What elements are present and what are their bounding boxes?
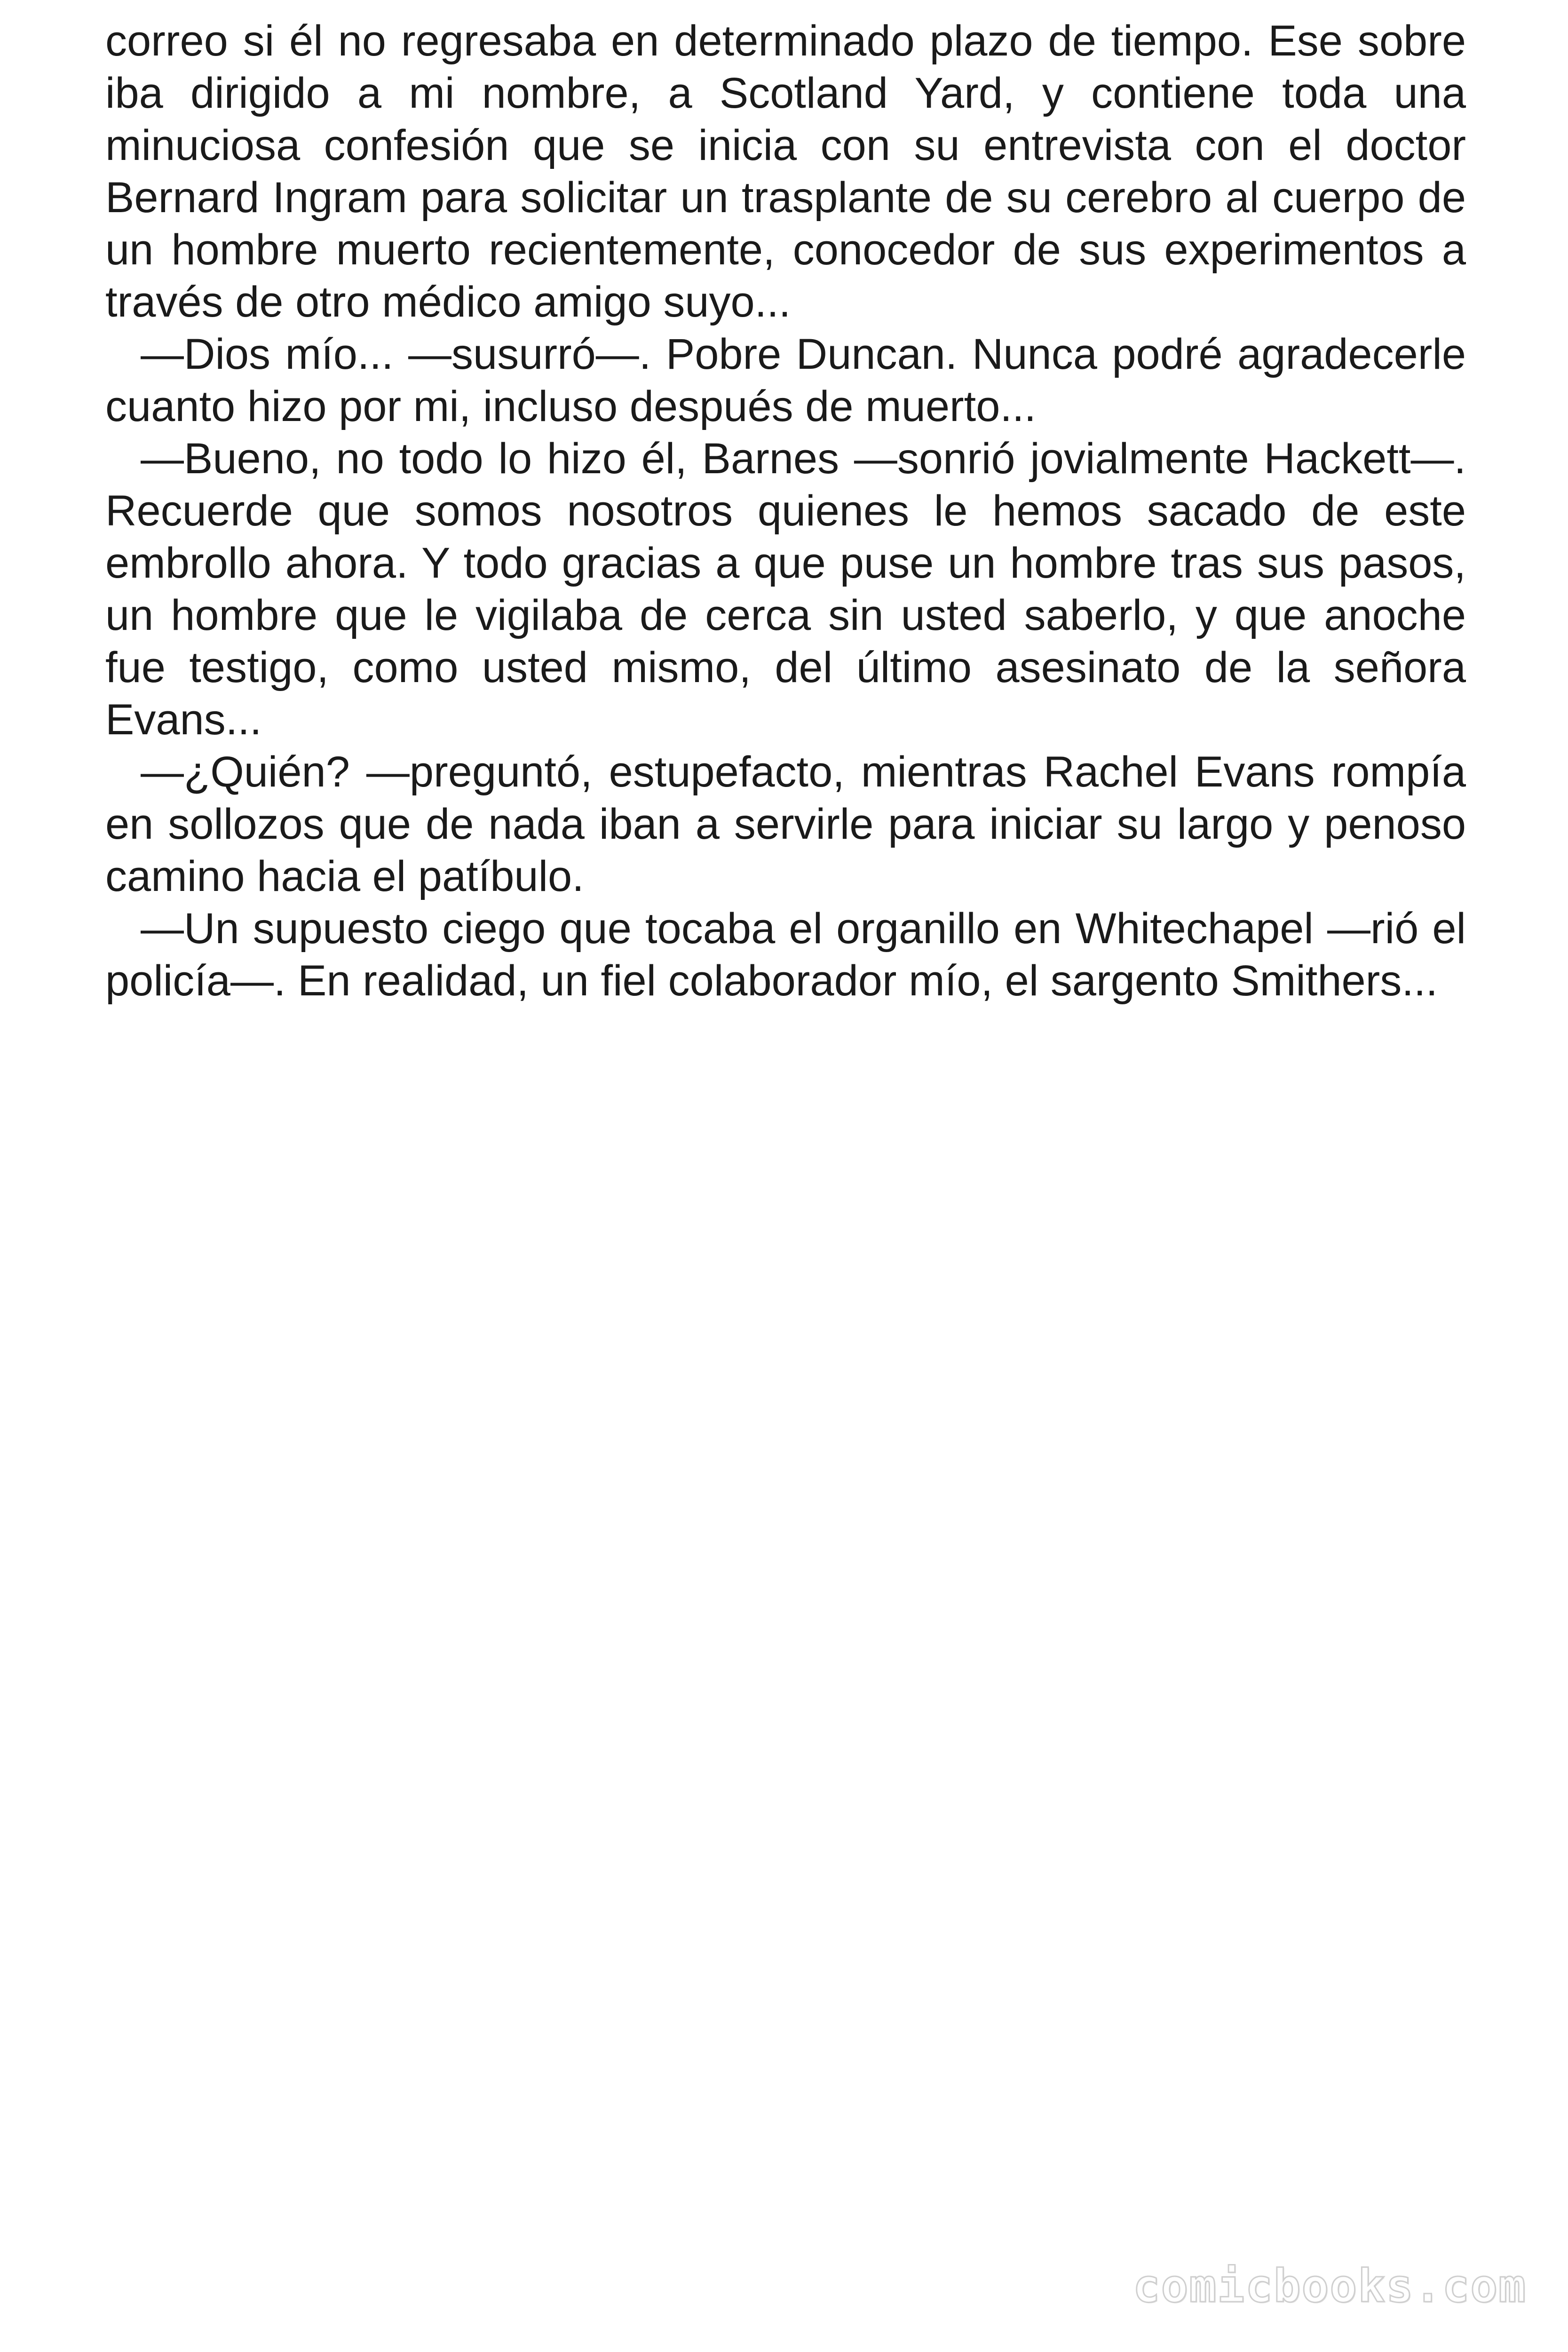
body-text — [105, 15, 1466, 1007]
paragraph-dialogue: —¿Quién? —preguntó, estupefacto, mientras Rachel Evans rompía en sollozos que de nada iban a servirle para iniciar su largo y penoso camino hacia el patíbulo. — [105, 748, 1466, 900]
paragraph-dialogue: —Un supuesto ciego que tocaba el organillo en Whitechapel —rió el policía—. En realidad, un fiel colaborador mío, el sargento Smithers... — [105, 905, 1466, 1005]
paragraph-dialogue: —Dios mío... —susurró—. Pobre Duncan. Nunca podré agradecerle cuanto hizo por mi, incluso después de muerto... — [105, 330, 1466, 430]
watermark-logo: comicbooks.com — [1132, 2260, 1527, 2312]
paragraph-dialogue: —Bueno, no todo lo hizo él, Barnes —sonrió jovialmente Hackett—. Recuerde que somos nosotros quienes le hemos sacado de este embrollo ahora. Y todo gracias a que puse un hombre tras sus pasos, un hombre que le vigilaba de cerca sin usted saberlo, y que anoche fue testigo, como usted mismo, del último asesinato de la señora Evans... — [105, 435, 1466, 744]
paragraph-continuation: correo si él no regresaba en determinado plazo de tiempo. Ese sobre iba dirigido a mi nombre, a Scotland Yard, y contiene toda una minuciosa confesión que se inicia con su entrevista con el doctor Bernard Ingram para solicitar un trasplante de su cerebro al cuerpo de un hombre muerto recientemente, conocedor de sus experimentos a través de otro médico amigo suyo... — [105, 17, 1466, 326]
